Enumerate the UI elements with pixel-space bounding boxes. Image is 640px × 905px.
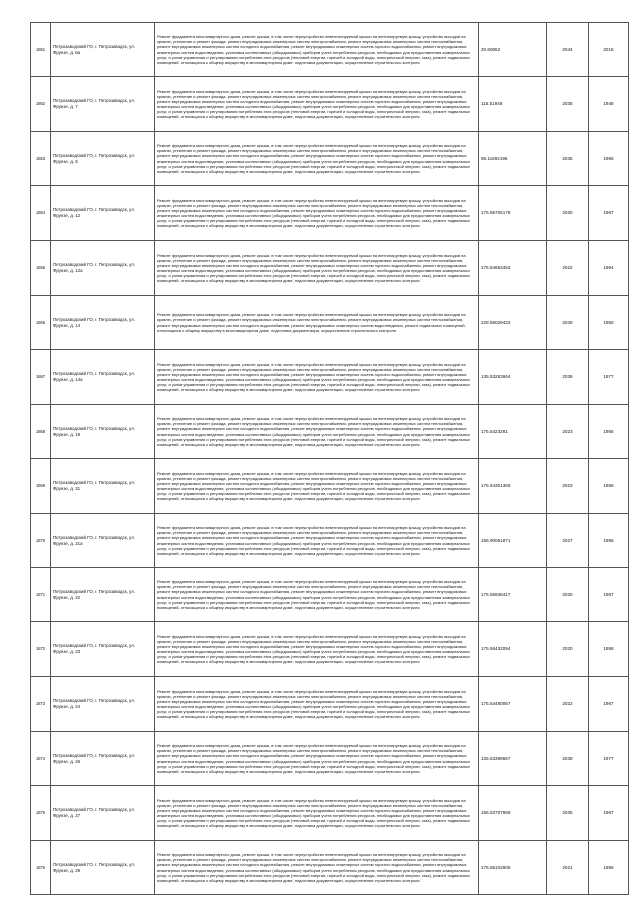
planned-year-cell: 2022 [547, 241, 589, 296]
table-row [31, 23, 629, 77]
built-year-cell: 1967 [589, 186, 629, 241]
cost-cell: 228.56029433 [479, 296, 547, 350]
built-year-cell: 2015 [589, 23, 629, 77]
cost-cell: 20.60652 [479, 23, 547, 77]
address-cell: Петрозаводский ГО, г. Петрозаводск, ул. Фрунзе, д. 6а [51, 23, 155, 77]
row-number-cell: 1874 [31, 732, 51, 786]
table-row [31, 186, 629, 241]
table-row [31, 241, 629, 296]
planned-year-cell: 2027 [547, 514, 589, 568]
row-number-cell: 1864 [31, 186, 51, 241]
works-cell: Ремонт фундамента многоквартирного дома, ремонт крыши, в том числе переустройство невентилируемой крыши на вентилируемую крышу, устройство выходов на кровлю, утепление и ремонт фасада, ремонт внутридомовых инженерных систем электроснабжения, ремонт внутридомовых инженерных систем теплоснабжения, ремонт внутридомовых инженерных систем холодного водоснабжения, ремонт внутридомовых инженерных систем горячего водоснабжения, ремонт внутридомовых инженерных систем водоотведения, установка коллективных (общедомовых) приборов учета потребления ресурсов, необходимых для предоставления коммунальных услуг, и узлов управления и регулирования потребления этих ресурсов (тепловой энергии, горячей и холодной воды, электрической энергии, газа), ремонт подвальных помещений, относящихся к общему имуществу в многоквартирном доме, подготовка документации, осуществление строительного контроля [155, 568, 479, 622]
table-row [31, 732, 629, 786]
cost-cell: 156.53707968 [479, 786, 547, 841]
built-year-cell: 1948 [589, 77, 629, 132]
address-cell: Петрозаводский ГО, г. Петрозаводск, ул. Фрунзе, д. 19 [51, 405, 155, 459]
built-year-cell: 1964 [589, 241, 629, 296]
cost-cell: 175.55705178 [479, 186, 547, 241]
cost-cell: 175.54301365 [479, 459, 547, 514]
built-year-cell: 1977 [589, 732, 629, 786]
table-row [31, 405, 629, 459]
cost-cell: 135.53283664 [479, 350, 547, 405]
planned-year-cell: 2039 [547, 732, 589, 786]
row-number-cell: 1873 [31, 677, 51, 732]
works-cell: Ремонт фундамента многоквартирного дома, ремонт крыши, в том числе переустройство невентилируемой крыши на вентилируемую крышу, устройство выходов на кровлю, утепление и ремонт фасада, ремонт внутридомовых инженерных систем электроснабжения, ремонт внутридомовых инженерных систем теплоснабжения, ремонт внутридомовых инженерных систем холодного водоснабжения, ремонт внутридомовых инженерных систем горячего водоснабжения, ремонт внутридомовых инженерных систем водоотведения, установка коллективных (общедомовых) приборов учета потребления ресурсов, необходимых для предоставления коммунальных услуг, и узлов управления и регулирования потребления этих ресурсов (тепловой энергии, горячей и холодной воды, электрической энергии, газа), ремонт подвальных помещений, относящихся к общему имуществу в многоквартирном доме, подготовка документации, осуществление строительного контроля [155, 405, 479, 459]
row-number-cell: 1872 [31, 622, 51, 677]
cost-cell: 175.55935417 [479, 568, 547, 622]
table-row [31, 77, 629, 132]
cost-cell: 175.5423281 [479, 405, 547, 459]
address-cell: Петрозаводский ГО, г. Петрозаводск, ул. Фрунзе, д. 7 [51, 77, 155, 132]
works-cell: Ремонт фундамента многоквартирного дома, ремонт крыши, в том числе переустройство невентилируемой крыши на вентилируемую крышу, устройство выходов на кровлю, утепление и ремонт фасада, ремонт внутридомовых инженерных систем электроснабжения, ремонт внутридомовых инженерных систем теплоснабжения, ремонт внутридомовых инженерных систем холодного водоснабжения, ремонт внутридомовых инженерных систем горячего водоснабжения, ремонт внутридомовых инженерных систем водоотведения, установка коллективных (общедомовых) приборов учета потребления ресурсов, необходимых для предоставления коммунальных услуг, и узлов управления и регулирования потребления этих ресурсов (тепловой энергии, горячей и холодной воды, электрической энергии, газа), ремонт подвальных помещений, относящихся к общему имуществу в многоквартирном доме, подготовка документации, осуществление строительного контроля [155, 23, 479, 77]
planned-year-cell: 2035 [547, 77, 589, 132]
cost-cell: 175.54480067 [479, 677, 547, 732]
row-number-cell: 1870 [31, 514, 51, 568]
capital-repair-table [30, 22, 629, 895]
row-number-cell: 1866 [31, 296, 51, 350]
built-year-cell: 1977 [589, 350, 629, 405]
cost-cell: 175.54653453 [479, 241, 547, 296]
row-number-cell: 1868 [31, 405, 51, 459]
cost-cell: 135.53389667 [479, 732, 547, 786]
address-cell: Петрозаводский ГО, г. Петрозаводск, ул. Фрунзе, д. 14а [51, 350, 155, 405]
row-number-cell: 1875 [31, 786, 51, 841]
address-cell: Петрозаводский ГО, г. Петрозаводск, ул. Фрунзе, д. 12 [51, 186, 155, 241]
address-cell: Петрозаводский ГО, г. Петрозаводск, ул. Фрунзе, д. 24 [51, 677, 155, 732]
planned-year-cell: 2030 [547, 186, 589, 241]
built-year-cell: 1967 [589, 568, 629, 622]
table-body [31, 23, 629, 895]
row-number-cell: 1869 [31, 459, 51, 514]
works-cell: Ремонт фундамента многоквартирного дома, ремонт крыши, в том числе переустройство невентилируемой крыши на вентилируемую крышу, устройство выходов на кровлю, утепление и ремонт фасада, ремонт внутридомовых инженерных систем электроснабжения, ремонт внутридомовых инженерных систем теплоснабжения, ремонт внутридомовых инженерных систем холодного водоснабжения, ремонт внутридомовых инженерных систем горячего водоснабжения, ремонт внутридомовых инженерных систем водоотведения, установка коллективных (общедомовых) приборов учета потребления ресурсов, необходимых для предоставления коммунальных услуг, и узлов управления и регулирования потребления этих ресурсов (тепловой энергии, горячей и холодной воды, электрической энергии, газа), ремонт подвальных помещений, относящихся к общему имуществу в многоквартирном доме, подготовка документации, осуществление строительного контроля [155, 241, 479, 296]
cost-cell: 175.55102605 [479, 841, 547, 895]
address-cell: Петрозаводский ГО, г. Петрозаводск, ул. Фрунзе, д. 26 [51, 732, 155, 786]
cost-cell: 156.90061871 [479, 514, 547, 568]
planned-year-cell: 2021 [547, 841, 589, 895]
works-cell: Ремонт фундамента многоквартирного дома, ремонт крыши, в том числе переустройство невентилируемой крыши на вентилируемую крышу, устройство выходов на кровлю, утепление и ремонт фасада, ремонт внутридомовых инженерных систем электроснабжения, ремонт внутридомовых инженерных систем теплоснабжения, ремонт внутридомовых инженерных систем холодного водоснабжения, ремонт внутридомовых инженерных систем горячего водоснабжения, ремонт внутридомовых инженерных систем водоотведения, установка коллективных (общедомовых) приборов учета потребления ресурсов, необходимых для предоставления коммунальных услуг, и узлов управления и регулирования потребления этих ресурсов (тепловой энергии, горячей и холодной воды, электрической энергии, газа), ремонт подвальных помещений, относящихся к общему имуществу в многоквартирном доме, подготовка документации, осуществление строительного контроля [155, 186, 479, 241]
works-cell: Ремонт фундамента многоквартирного дома, ремонт крыши, в том числе переустройство невентилируемой крыши на вентилируемую крышу, устройство выходов на кровлю, утепление и ремонт фасада, ремонт внутридомовых инженерных систем электроснабжения, ремонт внутридомовых инженерных систем теплоснабжения, ремонт внутридомовых инженерных систем холодного водоснабжения, ремонт внутридомовых инженерных систем горячего водоснабжения, ремонт внутридомовых инженерных систем водоотведения, установка коллективных (общедомовых) приборов учета потребления ресурсов, необходимых для предоставления коммунальных услуг, и узлов управления и регулирования потребления этих ресурсов (тепловой энергии, горячей и холодной воды, электрической энергии, газа), ремонт подвальных помещений, относящихся к общему имуществу в многоквартирном доме, подготовка документации, осуществление строительного контроля [155, 132, 479, 186]
address-cell: Петрозаводский ГО, г. Петрозаводск, ул. Фрунзе, д. 29 [51, 841, 155, 895]
address-cell: Петрозаводский ГО, г. Петрозаводск, ул. Фрунзе, д. 23 [51, 622, 155, 677]
works-cell: Ремонт фундамента многоквартирного дома, ремонт крыши, в том числе переустройство невентилируемой крыши на вентилируемую крышу, устройство выходов на кровлю, утепление и ремонт фасада, ремонт внутридомовых инженерных систем электроснабжения, ремонт внутридомовых инженерных систем теплоснабжения, ремонт внутридомовых инженерных систем холодного водоснабжения, ремонт внутридомовых инженерных систем горячего водоснабжения, ремонт внутридомовых инженерных систем водоотведения, установка коллективных (общедомовых) приборов учета потребления ресурсов, необходимых для предоставления коммунальных услуг, и узлов управления и регулирования потребления этих ресурсов (тепловой энергии, горячей и холодной воды, электрической энергии, газа), ремонт подвальных помещений, относящихся к общему имуществу в многоквартирном доме, подготовка документации, осуществление строительного контроля [155, 514, 479, 568]
address-cell: Петрозаводский ГО, г. Петрозаводск, ул. Фрунзе, д. 21 [51, 459, 155, 514]
table-row [31, 677, 629, 732]
address-cell: Петрозаводский ГО, г. Петрозаводск, ул. Фрунзе, д. 21а [51, 514, 155, 568]
works-cell: Ремонт фундамента многоквартирного дома, ремонт крыши, в том числе переустройство невентилируемой крыши на вентилируемую крышу, устройство выходов на кровлю, утепление и ремонт фасада, ремонт внутридомовых инженерных систем электроснабжения, ремонт внутридомовых инженерных систем теплоснабжения, ремонт внутридомовых инженерных систем холодного водоснабжения, ремонт внутридомовых инженерных систем горячего водоснабжения, ремонт внутридомовых инженерных систем водоотведения, установка коллективных (общедомовых) приборов учета потребления ресурсов, необходимых для предоставления коммунальных услуг, и узлов управления и регулирования потребления этих ресурсов (тепловой энергии, горячей и холодной воды, электрической энергии, газа), ремонт подвальных помещений, относящихся к общему имуществу в многоквартирном доме, подготовка документации, осуществление строительного контроля [155, 677, 479, 732]
address-cell: Петрозаводский ГО, г. Петрозаводск, ул. Фрунзе, д. 8 [51, 132, 155, 186]
table-row [31, 350, 629, 405]
works-cell: Ремонт фундамента многоквартирного дома, ремонт крыши, в том числе переустройство невентилируемой крыши на вентилируемую крышу, устройство выходов на кровлю, утепление и ремонт фасада, ремонт внутридомовых инженерных систем электроснабжения, ремонт внутридомовых инженерных систем теплоснабжения, ремонт внутридомовых инженерных систем холодного водоснабжения, ремонт внутридомовых инженерных систем горячего водоснабжения, ремонт внутридомовых инженерных систем водоотведения, установка коллективных (общедомовых) приборов учета потребления ресурсов, необходимых для предоставления коммунальных услуг, и узлов управления и регулирования потребления этих ресурсов (тепловой энергии, горячей и холодной воды, электрической энергии, газа), ремонт подвальных помещений, относящихся к общему имуществу в многоквартирном доме, подготовка документации, осуществление строительного контроля [155, 459, 479, 514]
planned-year-cell: 2030 [547, 568, 589, 622]
row-number-cell: 1861 [31, 23, 51, 77]
planned-year-cell: 2022 [547, 677, 589, 732]
row-number-cell: 1862 [31, 77, 51, 132]
table-row [31, 296, 629, 350]
address-cell: Петрозаводский ГО, г. Петрозаводск, ул. Фрунзе, д. 22 [51, 568, 155, 622]
built-year-cell: 1950 [589, 296, 629, 350]
cost-cell: 175.56432094 [479, 622, 547, 677]
works-cell: Ремонт фундамента многоквартирного дома, ремонт крыши, в том числе переустройство невентилируемой крыши на вентилируемую крышу, устройство выходов на кровлю, утепление и ремонт фасада, ремонт внутридомовых инженерных систем электроснабжения, ремонт внутридомовых инженерных систем теплоснабжения, ремонт внутридомовых инженерных систем холодного водоснабжения, ремонт внутридомовых инженерных систем горячего водоснабжения, ремонт внутридомовых инженерных систем водоотведения, установка коллективных (общедомовых) приборов учета потребления ресурсов, необходимых для предоставления коммунальных услуг, и узлов управления и регулирования потребления этих ресурсов (тепловой энергии, горячей и холодной воды, электрической энергии, газа), ремонт подвальных помещений, относящихся к общему имуществу в многоквартирном доме, подготовка документации, осуществление строительного контроля [155, 786, 479, 841]
built-year-cell: 1958 [589, 622, 629, 677]
built-year-cell: 1958 [589, 841, 629, 895]
row-number-cell: 1863 [31, 132, 51, 186]
table-row [31, 514, 629, 568]
planned-year-cell: 2023 [547, 459, 589, 514]
works-cell: Ремонт фундамента многоквартирного дома, ремонт крыши, в том числе переустройство невентилируемой крыши на вентилируемую крышу, устройство выходов на кровлю, утепление и ремонт фасада, ремонт внутридомовых инженерных систем электроснабжения, ремонт внутридомовых инженерных систем теплоснабжения, ремонт внутридомовых инженерных систем холодного водоснабжения, ремонт внутридомовых инженерных систем горячего водоснабжения, ремонт внутридомовых инженерных систем водоотведения, установка коллективных (общедомовых) приборов учета потребления ресурсов, необходимых для предоставления коммунальных услуг, и узлов управления и регулирования потребления этих ресурсов (тепловой энергии, горячей и холодной воды, электрической энергии, газа), ремонт подвальных помещений, относящихся к общему имуществу в многоквартирном доме, подготовка документации, осуществление строительного контроля [155, 732, 479, 786]
built-year-cell: 1956 [589, 405, 629, 459]
row-number-cell: 1867 [31, 350, 51, 405]
works-cell: Ремонт фундамента многоквартирного дома, ремонт крыши, в том числе переустройство невентилируемой крыши на вентилируемую крышу, устройство выходов на кровлю, утепление и ремонт фасада, ремонт внутридомовых инженерных систем электроснабжения, ремонт внутридомовых инженерных систем теплоснабжения, ремонт внутридомовых инженерных систем холодного водоснабжения, ремонт внутридомовых инженерных систем горячего водоснабжения, ремонт внутридомовых инженерных систем водоотведения, установка коллективных (общедомовых) приборов учета потребления ресурсов, необходимых для предоставления коммунальных услуг, и узлов управления и регулирования потребления этих ресурсов (тепловой энергии, горячей и холодной воды, электрической энергии, газа), ремонт подвальных помещений, относящихся к общему имуществу в многоквартирном доме, подготовка документации, осуществление строительного контроля [155, 350, 479, 405]
row-number-cell: 1865 [31, 241, 51, 296]
row-number-cell: 1871 [31, 568, 51, 622]
table-row [31, 132, 629, 186]
planned-year-cell: 2040 [547, 296, 589, 350]
cost-cell: 115.51948 [479, 77, 547, 132]
table-row [31, 786, 629, 841]
built-year-cell: 1956 [589, 514, 629, 568]
address-cell: Петрозаводский ГО, г. Петрозаводск, ул. Фрунзе, д. 12а [51, 241, 155, 296]
works-cell: Ремонт фундамента многоквартирного дома, ремонт крыши, в том числе переустройство невентилируемой крыши на вентилируемую крышу, устройство выходов на кровлю, утепление и ремонт фасада, ремонт внутридомовых инженерных систем электроснабжения, ремонт внутридомовых инженерных систем теплоснабжения, ремонт внутридомовых инженерных систем холодного водоснабжения, ремонт внутридомовых инженерных систем горячего водоснабжения, ремонт внутридомовых инженерных систем водоотведения, установка коллективных (общедомовых) приборов учета потребления ресурсов, необходимых для предоставления коммунальных услуг, и узлов управления и регулирования потребления этих ресурсов (тепловой энергии, горячей и холодной воды, электрической энергии, газа), ремонт подвальных помещений, относящихся к общему имуществу в многоквартирном доме, подготовка документации, осуществление строительного контроля [155, 622, 479, 677]
planned-year-cell: 2044 [547, 23, 589, 77]
planned-year-cell: 2035 [547, 786, 589, 841]
table-row [31, 459, 629, 514]
works-cell: Ремонт фундамента многоквартирного дома, ремонт крыши, в том числе переустройство невентилируемой крыши на вентилируемую крышу, устройство выходов на кровлю, утепление и ремонт фасада, ремонт внутридомовых инженерных систем электроснабжения, ремонт внутридомовых инженерных систем теплоснабжения, ремонт внутридомовых инженерных систем холодного водоснабжения, ремонт внутридомовых инженерных систем водоотведения, ремонт подвальных помещений, относящихся к общему имуществу в многоквартирном доме, подготовка документации, осуществление строительного контроля [155, 296, 479, 350]
works-cell: Ремонт фундамента многоквартирного дома, ремонт крыши, в том числе переустройство невентилируемой крыши на вентилируемую крышу, устройство выходов на кровлю, утепление и ремонт фасада, ремонт внутридомовых инженерных систем электроснабжения, ремонт внутридомовых инженерных систем теплоснабжения, ремонт внутридомовых инженерных систем холодного водоснабжения, ремонт внутридомовых инженерных систем горячего водоснабжения, ремонт внутридомовых инженерных систем водоотведения, установка коллективных (общедомовых) приборов учета потребления ресурсов, необходимых для предоставления коммунальных услуг, и узлов управления и регулирования потребления этих ресурсов (тепловой энергии, горячей и холодной воды, электрической энергии, газа), ремонт подвальных помещений, относящихся к общему имуществу в многоквартирном доме, подготовка документации, осуществление строительного контроля [155, 841, 479, 895]
built-year-cell: 1956 [589, 459, 629, 514]
planned-year-cell: 2036 [547, 132, 589, 186]
built-year-cell: 1965 [589, 132, 629, 186]
works-cell: Ремонт фундамента многоквартирного дома, ремонт крыши, в том числе переустройство невентилируемой крыши на вентилируемую крышу, устройство выходов на кровлю, утепление и ремонт фасада, ремонт внутридомовых инженерных систем электроснабжения, ремонт внутридомовых инженерных систем теплоснабжения, ремонт внутридомовых инженерных систем холодного водоснабжения, ремонт внутридомовых инженерных систем горячего водоснабжения, ремонт внутридомовых инженерных систем водоотведения, установка коллективных (общедомовых) приборов учета потребления ресурсов, необходимых для предоставления коммунальных услуг, и узлов управления и регулирования потребления этих ресурсов (тепловой энергии, горячей и холодной воды, электрической энергии, газа), ремонт подвальных помещений, относящихся к общему имуществу в многоквартирном доме, подготовка документации, осуществление строительного контроля [155, 77, 479, 132]
planned-year-cell: 2039 [547, 350, 589, 405]
planned-year-cell: 2020 [547, 622, 589, 677]
built-year-cell: 1967 [589, 677, 629, 732]
planned-year-cell: 2023 [547, 405, 589, 459]
address-cell: Петрозаводский ГО, г. Петрозаводск, ул. Фрунзе, д. 14 [51, 296, 155, 350]
table-row [31, 568, 629, 622]
address-cell: Петрозаводский ГО, г. Петрозаводск, ул. Фрунзе, д. 27 [51, 786, 155, 841]
built-year-cell: 1967 [589, 786, 629, 841]
table-row [31, 622, 629, 677]
row-number-cell: 1876 [31, 841, 51, 895]
cost-cell: 95.11692196 [479, 132, 547, 186]
table-row [31, 841, 629, 895]
